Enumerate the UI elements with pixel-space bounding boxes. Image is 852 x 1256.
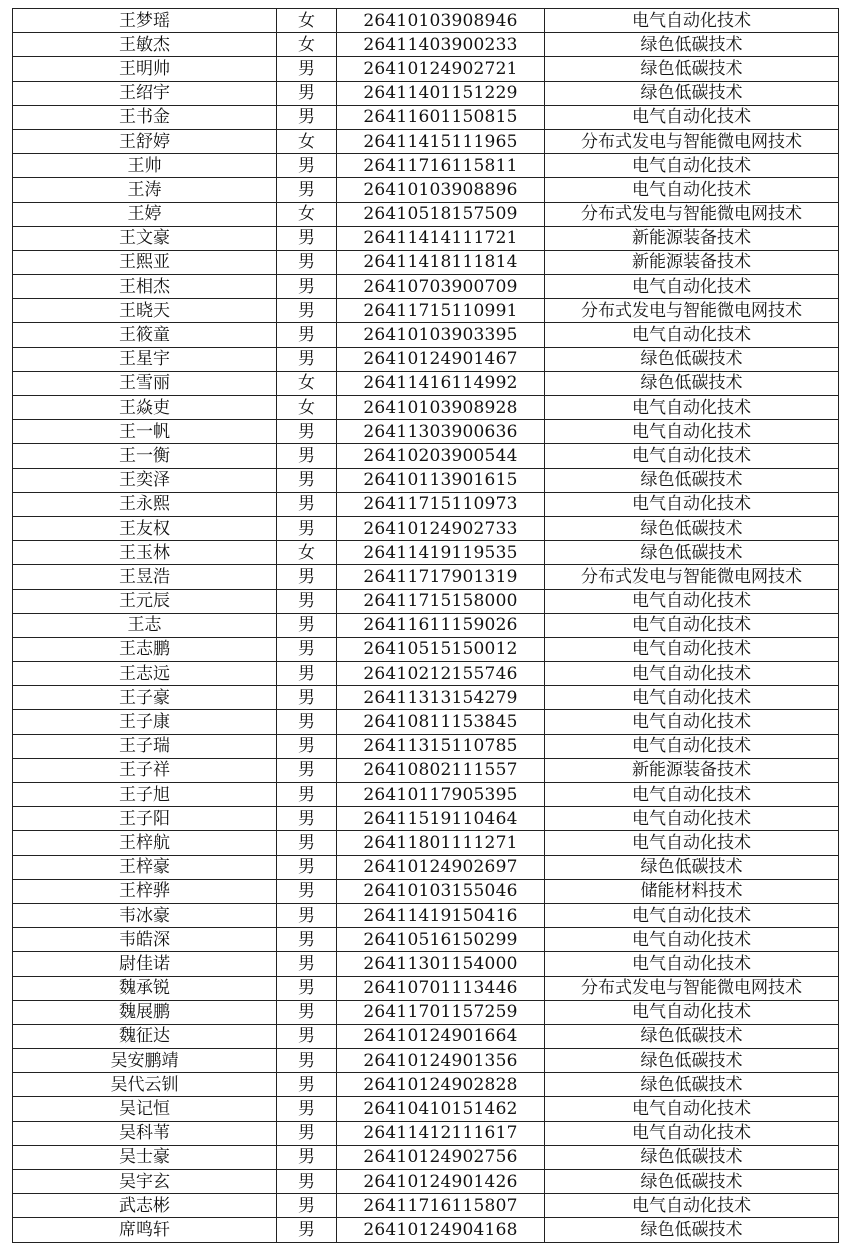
student-id-cell: 26410103155046 (337, 879, 545, 903)
student-id-cell: 26410802111557 (337, 758, 545, 782)
major-cell: 电气自动化技术 (545, 831, 839, 855)
major-cell: 电气自动化技术 (545, 1000, 839, 1024)
student-id-cell: 26410410151462 (337, 1097, 545, 1121)
gender-cell: 男 (277, 1170, 337, 1194)
table-row (13, 662, 839, 686)
gender-cell: 男 (277, 662, 337, 686)
student-name-cell: 席鸣轩 (13, 1218, 277, 1242)
table-row (13, 516, 839, 540)
student-id-cell: 26411418111814 (337, 250, 545, 274)
gender-cell: 男 (277, 1121, 337, 1145)
student-id-cell: 26411414111721 (337, 226, 545, 250)
major-cell: 电气自动化技术 (545, 396, 839, 420)
gender-cell: 男 (277, 637, 337, 661)
gender-cell: 男 (277, 758, 337, 782)
student-id-cell: 26411801111271 (337, 831, 545, 855)
table-row (13, 855, 839, 879)
student-name-cell: 王明帅 (13, 57, 277, 81)
table-row (13, 686, 839, 710)
gender-cell: 男 (277, 226, 337, 250)
major-cell: 绿色低碳技术 (545, 1073, 839, 1097)
table-row (13, 129, 839, 153)
table-row (13, 105, 839, 129)
gender-cell: 男 (277, 299, 337, 323)
student-id-cell: 26411715110973 (337, 492, 545, 516)
gender-cell: 男 (277, 589, 337, 613)
student-id-cell: 26411412111617 (337, 1121, 545, 1145)
table-row (13, 1000, 839, 1024)
student-name-cell: 韦冰豪 (13, 903, 277, 927)
student-name-cell: 王书金 (13, 105, 277, 129)
table-row (13, 879, 839, 903)
gender-cell: 男 (277, 613, 337, 637)
gender-cell: 男 (277, 492, 337, 516)
student-name-cell: 魏征达 (13, 1024, 277, 1048)
student-name-cell: 王雪丽 (13, 371, 277, 395)
student-id-cell: 26410701113446 (337, 976, 545, 1000)
student-id-cell: 26411301154000 (337, 952, 545, 976)
student-id-cell: 26410124901356 (337, 1049, 545, 1073)
student-name-cell: 吴士豪 (13, 1145, 277, 1169)
major-cell: 电气自动化技术 (545, 903, 839, 927)
major-cell: 绿色低碳技术 (545, 1170, 839, 1194)
student-id-cell: 26410103908896 (337, 178, 545, 202)
major-cell: 电气自动化技术 (545, 105, 839, 129)
table-row (13, 637, 839, 661)
gender-cell: 男 (277, 275, 337, 299)
table-row (13, 734, 839, 758)
student-name-cell: 王婷 (13, 202, 277, 226)
table-row (13, 396, 839, 420)
table-row (13, 1145, 839, 1169)
major-cell: 电气自动化技术 (545, 637, 839, 661)
gender-cell: 男 (277, 1218, 337, 1242)
table-row (13, 420, 839, 444)
student-id-cell: 26411315110785 (337, 734, 545, 758)
table-row (13, 154, 839, 178)
table-row (13, 831, 839, 855)
major-cell: 绿色低碳技术 (545, 468, 839, 492)
table-row (13, 323, 839, 347)
gender-cell: 男 (277, 976, 337, 1000)
gender-cell: 男 (277, 105, 337, 129)
table-row (13, 1121, 839, 1145)
roster-sheet (12, 8, 838, 1243)
student-name-cell: 王星宇 (13, 347, 277, 371)
major-cell: 电气自动化技术 (545, 1121, 839, 1145)
gender-cell: 男 (277, 1194, 337, 1218)
student-id-cell: 26410124901664 (337, 1024, 545, 1048)
major-cell: 新能源装备技术 (545, 758, 839, 782)
major-cell: 绿色低碳技术 (545, 855, 839, 879)
table-row (13, 1218, 839, 1242)
student-name-cell: 王梓航 (13, 831, 277, 855)
student-id-cell: 26410124902828 (337, 1073, 545, 1097)
student-name-cell: 王志 (13, 613, 277, 637)
gender-cell: 男 (277, 81, 337, 105)
student-name-cell: 王文豪 (13, 226, 277, 250)
student-id-cell: 26411416114992 (337, 371, 545, 395)
student-name-cell: 王焱吏 (13, 396, 277, 420)
student-name-cell: 武志彬 (13, 1194, 277, 1218)
gender-cell: 女 (277, 202, 337, 226)
gender-cell: 男 (277, 444, 337, 468)
student-name-cell: 王子豪 (13, 686, 277, 710)
student-id-cell: 26411601150815 (337, 105, 545, 129)
student-name-cell: 吴科苇 (13, 1121, 277, 1145)
table-row (13, 1024, 839, 1048)
roster-body (13, 9, 839, 1243)
major-cell: 分布式发电与智能微电网技术 (545, 976, 839, 1000)
student-id-cell: 26411401151229 (337, 81, 545, 105)
major-cell: 电气自动化技术 (545, 1097, 839, 1121)
student-id-cell: 26411303900636 (337, 420, 545, 444)
student-name-cell: 王涛 (13, 178, 277, 202)
table-row (13, 710, 839, 734)
gender-cell: 男 (277, 154, 337, 178)
table-row (13, 81, 839, 105)
gender-cell: 女 (277, 396, 337, 420)
table-row (13, 202, 839, 226)
table-row (13, 952, 839, 976)
major-cell: 新能源装备技术 (545, 226, 839, 250)
student-id-cell: 26410124902697 (337, 855, 545, 879)
major-cell: 电气自动化技术 (545, 952, 839, 976)
major-cell: 新能源装备技术 (545, 250, 839, 274)
student-name-cell: 吴代云钏 (13, 1073, 277, 1097)
student-id-cell: 26411716115807 (337, 1194, 545, 1218)
student-name-cell: 王晓天 (13, 299, 277, 323)
table-row (13, 1073, 839, 1097)
major-cell: 电气自动化技术 (545, 1194, 839, 1218)
table-row (13, 444, 839, 468)
gender-cell: 男 (277, 952, 337, 976)
student-id-cell: 26411419119535 (337, 541, 545, 565)
table-row (13, 275, 839, 299)
table-row (13, 758, 839, 782)
table-row (13, 541, 839, 565)
student-name-cell: 魏展鹏 (13, 1000, 277, 1024)
gender-cell: 男 (277, 1073, 337, 1097)
gender-cell: 男 (277, 1000, 337, 1024)
major-cell: 电气自动化技术 (545, 420, 839, 444)
gender-cell: 男 (277, 516, 337, 540)
major-cell: 绿色低碳技术 (545, 1218, 839, 1242)
student-name-cell: 王一帆 (13, 420, 277, 444)
student-id-cell: 26410103903395 (337, 323, 545, 347)
student-id-cell: 26410124902756 (337, 1145, 545, 1169)
table-row (13, 613, 839, 637)
table-row (13, 347, 839, 371)
student-id-cell: 26410124901467 (337, 347, 545, 371)
gender-cell: 男 (277, 1097, 337, 1121)
student-id-cell: 26411715110991 (337, 299, 545, 323)
gender-cell: 女 (277, 541, 337, 565)
major-cell: 电气自动化技术 (545, 710, 839, 734)
table-row (13, 976, 839, 1000)
student-name-cell: 王志鹏 (13, 637, 277, 661)
student-id-cell: 26410124901426 (337, 1170, 545, 1194)
gender-cell: 男 (277, 903, 337, 927)
student-roster-table (12, 8, 839, 1243)
table-row (13, 807, 839, 831)
table-row (13, 226, 839, 250)
student-name-cell: 尉佳诺 (13, 952, 277, 976)
student-id-cell: 26410124902721 (337, 57, 545, 81)
table-row (13, 1170, 839, 1194)
major-cell: 绿色低碳技术 (545, 1049, 839, 1073)
student-id-cell: 26411611159026 (337, 613, 545, 637)
table-row (13, 783, 839, 807)
major-cell: 分布式发电与智能微电网技术 (545, 565, 839, 589)
major-cell: 绿色低碳技术 (545, 541, 839, 565)
major-cell: 电气自动化技术 (545, 9, 839, 33)
gender-cell: 女 (277, 371, 337, 395)
table-row (13, 57, 839, 81)
major-cell: 绿色低碳技术 (545, 33, 839, 57)
gender-cell: 男 (277, 57, 337, 81)
gender-cell: 男 (277, 710, 337, 734)
table-row (13, 903, 839, 927)
student-name-cell: 王玉林 (13, 541, 277, 565)
major-cell: 电气自动化技术 (545, 928, 839, 952)
student-name-cell: 王帅 (13, 154, 277, 178)
student-id-cell: 26411519110464 (337, 807, 545, 831)
table-row (13, 33, 839, 57)
student-name-cell: 王舒婷 (13, 129, 277, 153)
major-cell: 绿色低碳技术 (545, 347, 839, 371)
major-cell: 绿色低碳技术 (545, 1145, 839, 1169)
student-id-cell: 26410103908946 (337, 9, 545, 33)
gender-cell: 男 (277, 807, 337, 831)
gender-cell: 男 (277, 420, 337, 444)
student-name-cell: 王梓骅 (13, 879, 277, 903)
student-name-cell: 魏承锐 (13, 976, 277, 1000)
student-name-cell: 王一衡 (13, 444, 277, 468)
major-cell: 绿色低碳技术 (545, 1024, 839, 1048)
gender-cell: 男 (277, 1145, 337, 1169)
major-cell: 电气自动化技术 (545, 734, 839, 758)
student-name-cell: 吴宇玄 (13, 1170, 277, 1194)
student-name-cell: 王敏杰 (13, 33, 277, 57)
student-name-cell: 王永熙 (13, 492, 277, 516)
major-cell: 分布式发电与智能微电网技术 (545, 129, 839, 153)
table-row (13, 299, 839, 323)
major-cell: 分布式发电与智能微电网技术 (545, 299, 839, 323)
major-cell: 分布式发电与智能微电网技术 (545, 202, 839, 226)
gender-cell: 男 (277, 783, 337, 807)
major-cell: 电气自动化技术 (545, 178, 839, 202)
student-name-cell: 王子康 (13, 710, 277, 734)
student-id-cell: 26411415111965 (337, 129, 545, 153)
student-name-cell: 王子旭 (13, 783, 277, 807)
student-name-cell: 王相杰 (13, 275, 277, 299)
student-id-cell: 26410117905395 (337, 783, 545, 807)
student-name-cell: 王志远 (13, 662, 277, 686)
gender-cell: 男 (277, 879, 337, 903)
student-name-cell: 王筱童 (13, 323, 277, 347)
student-id-cell: 26411403900233 (337, 33, 545, 57)
student-name-cell: 王子祥 (13, 758, 277, 782)
major-cell: 电气自动化技术 (545, 275, 839, 299)
major-cell: 电气自动化技术 (545, 589, 839, 613)
table-row (13, 1194, 839, 1218)
student-id-cell: 26410124904168 (337, 1218, 545, 1242)
student-name-cell: 韦皓深 (13, 928, 277, 952)
gender-cell: 男 (277, 565, 337, 589)
major-cell: 电气自动化技术 (545, 807, 839, 831)
gender-cell: 男 (277, 928, 337, 952)
major-cell: 电气自动化技术 (545, 783, 839, 807)
major-cell: 电气自动化技术 (545, 444, 839, 468)
gender-cell: 男 (277, 734, 337, 758)
student-name-cell: 王子阳 (13, 807, 277, 831)
major-cell: 电气自动化技术 (545, 323, 839, 347)
student-name-cell: 王奕泽 (13, 468, 277, 492)
student-id-cell: 26410124902733 (337, 516, 545, 540)
gender-cell: 男 (277, 855, 337, 879)
major-cell: 电气自动化技术 (545, 492, 839, 516)
table-row (13, 371, 839, 395)
student-name-cell: 王元辰 (13, 589, 277, 613)
gender-cell: 男 (277, 347, 337, 371)
major-cell: 绿色低碳技术 (545, 81, 839, 105)
student-id-cell: 26411717901319 (337, 565, 545, 589)
table-row (13, 250, 839, 274)
gender-cell: 男 (277, 831, 337, 855)
major-cell: 电气自动化技术 (545, 613, 839, 637)
student-id-cell: 26410516150299 (337, 928, 545, 952)
major-cell: 电气自动化技术 (545, 662, 839, 686)
student-id-cell: 26411715158000 (337, 589, 545, 613)
student-name-cell: 王熙亚 (13, 250, 277, 274)
table-row (13, 178, 839, 202)
table-row (13, 9, 839, 33)
student-id-cell: 26410703900709 (337, 275, 545, 299)
gender-cell: 男 (277, 1049, 337, 1073)
student-name-cell: 吴记恒 (13, 1097, 277, 1121)
table-row (13, 492, 839, 516)
gender-cell: 女 (277, 33, 337, 57)
student-id-cell: 26410103908928 (337, 396, 545, 420)
student-id-cell: 26410518157509 (337, 202, 545, 226)
gender-cell: 女 (277, 129, 337, 153)
table-row (13, 565, 839, 589)
table-row (13, 589, 839, 613)
gender-cell: 男 (277, 178, 337, 202)
student-id-cell: 26410203900544 (337, 444, 545, 468)
student-name-cell: 吴安鹏靖 (13, 1049, 277, 1073)
student-id-cell: 26411313154279 (337, 686, 545, 710)
student-id-cell: 26410515150012 (337, 637, 545, 661)
student-id-cell: 26411716115811 (337, 154, 545, 178)
student-name-cell: 王子瑞 (13, 734, 277, 758)
student-id-cell: 26411419150416 (337, 903, 545, 927)
major-cell: 电气自动化技术 (545, 154, 839, 178)
gender-cell: 男 (277, 323, 337, 347)
table-row (13, 1097, 839, 1121)
student-name-cell: 王昱浩 (13, 565, 277, 589)
student-name-cell: 王友权 (13, 516, 277, 540)
student-name-cell: 王梦瑶 (13, 9, 277, 33)
student-id-cell: 26410113901615 (337, 468, 545, 492)
table-row (13, 1049, 839, 1073)
major-cell: 储能材料技术 (545, 879, 839, 903)
major-cell: 绿色低碳技术 (545, 516, 839, 540)
student-id-cell: 26411701157259 (337, 1000, 545, 1024)
gender-cell: 男 (277, 250, 337, 274)
table-row (13, 468, 839, 492)
student-name-cell: 王绍宇 (13, 81, 277, 105)
gender-cell: 女 (277, 9, 337, 33)
table-row (13, 928, 839, 952)
student-id-cell: 26410212155746 (337, 662, 545, 686)
major-cell: 绿色低碳技术 (545, 57, 839, 81)
major-cell: 绿色低碳技术 (545, 371, 839, 395)
gender-cell: 男 (277, 686, 337, 710)
gender-cell: 男 (277, 468, 337, 492)
student-id-cell: 26410811153845 (337, 710, 545, 734)
student-name-cell: 王梓豪 (13, 855, 277, 879)
major-cell: 电气自动化技术 (545, 686, 839, 710)
gender-cell: 男 (277, 1024, 337, 1048)
